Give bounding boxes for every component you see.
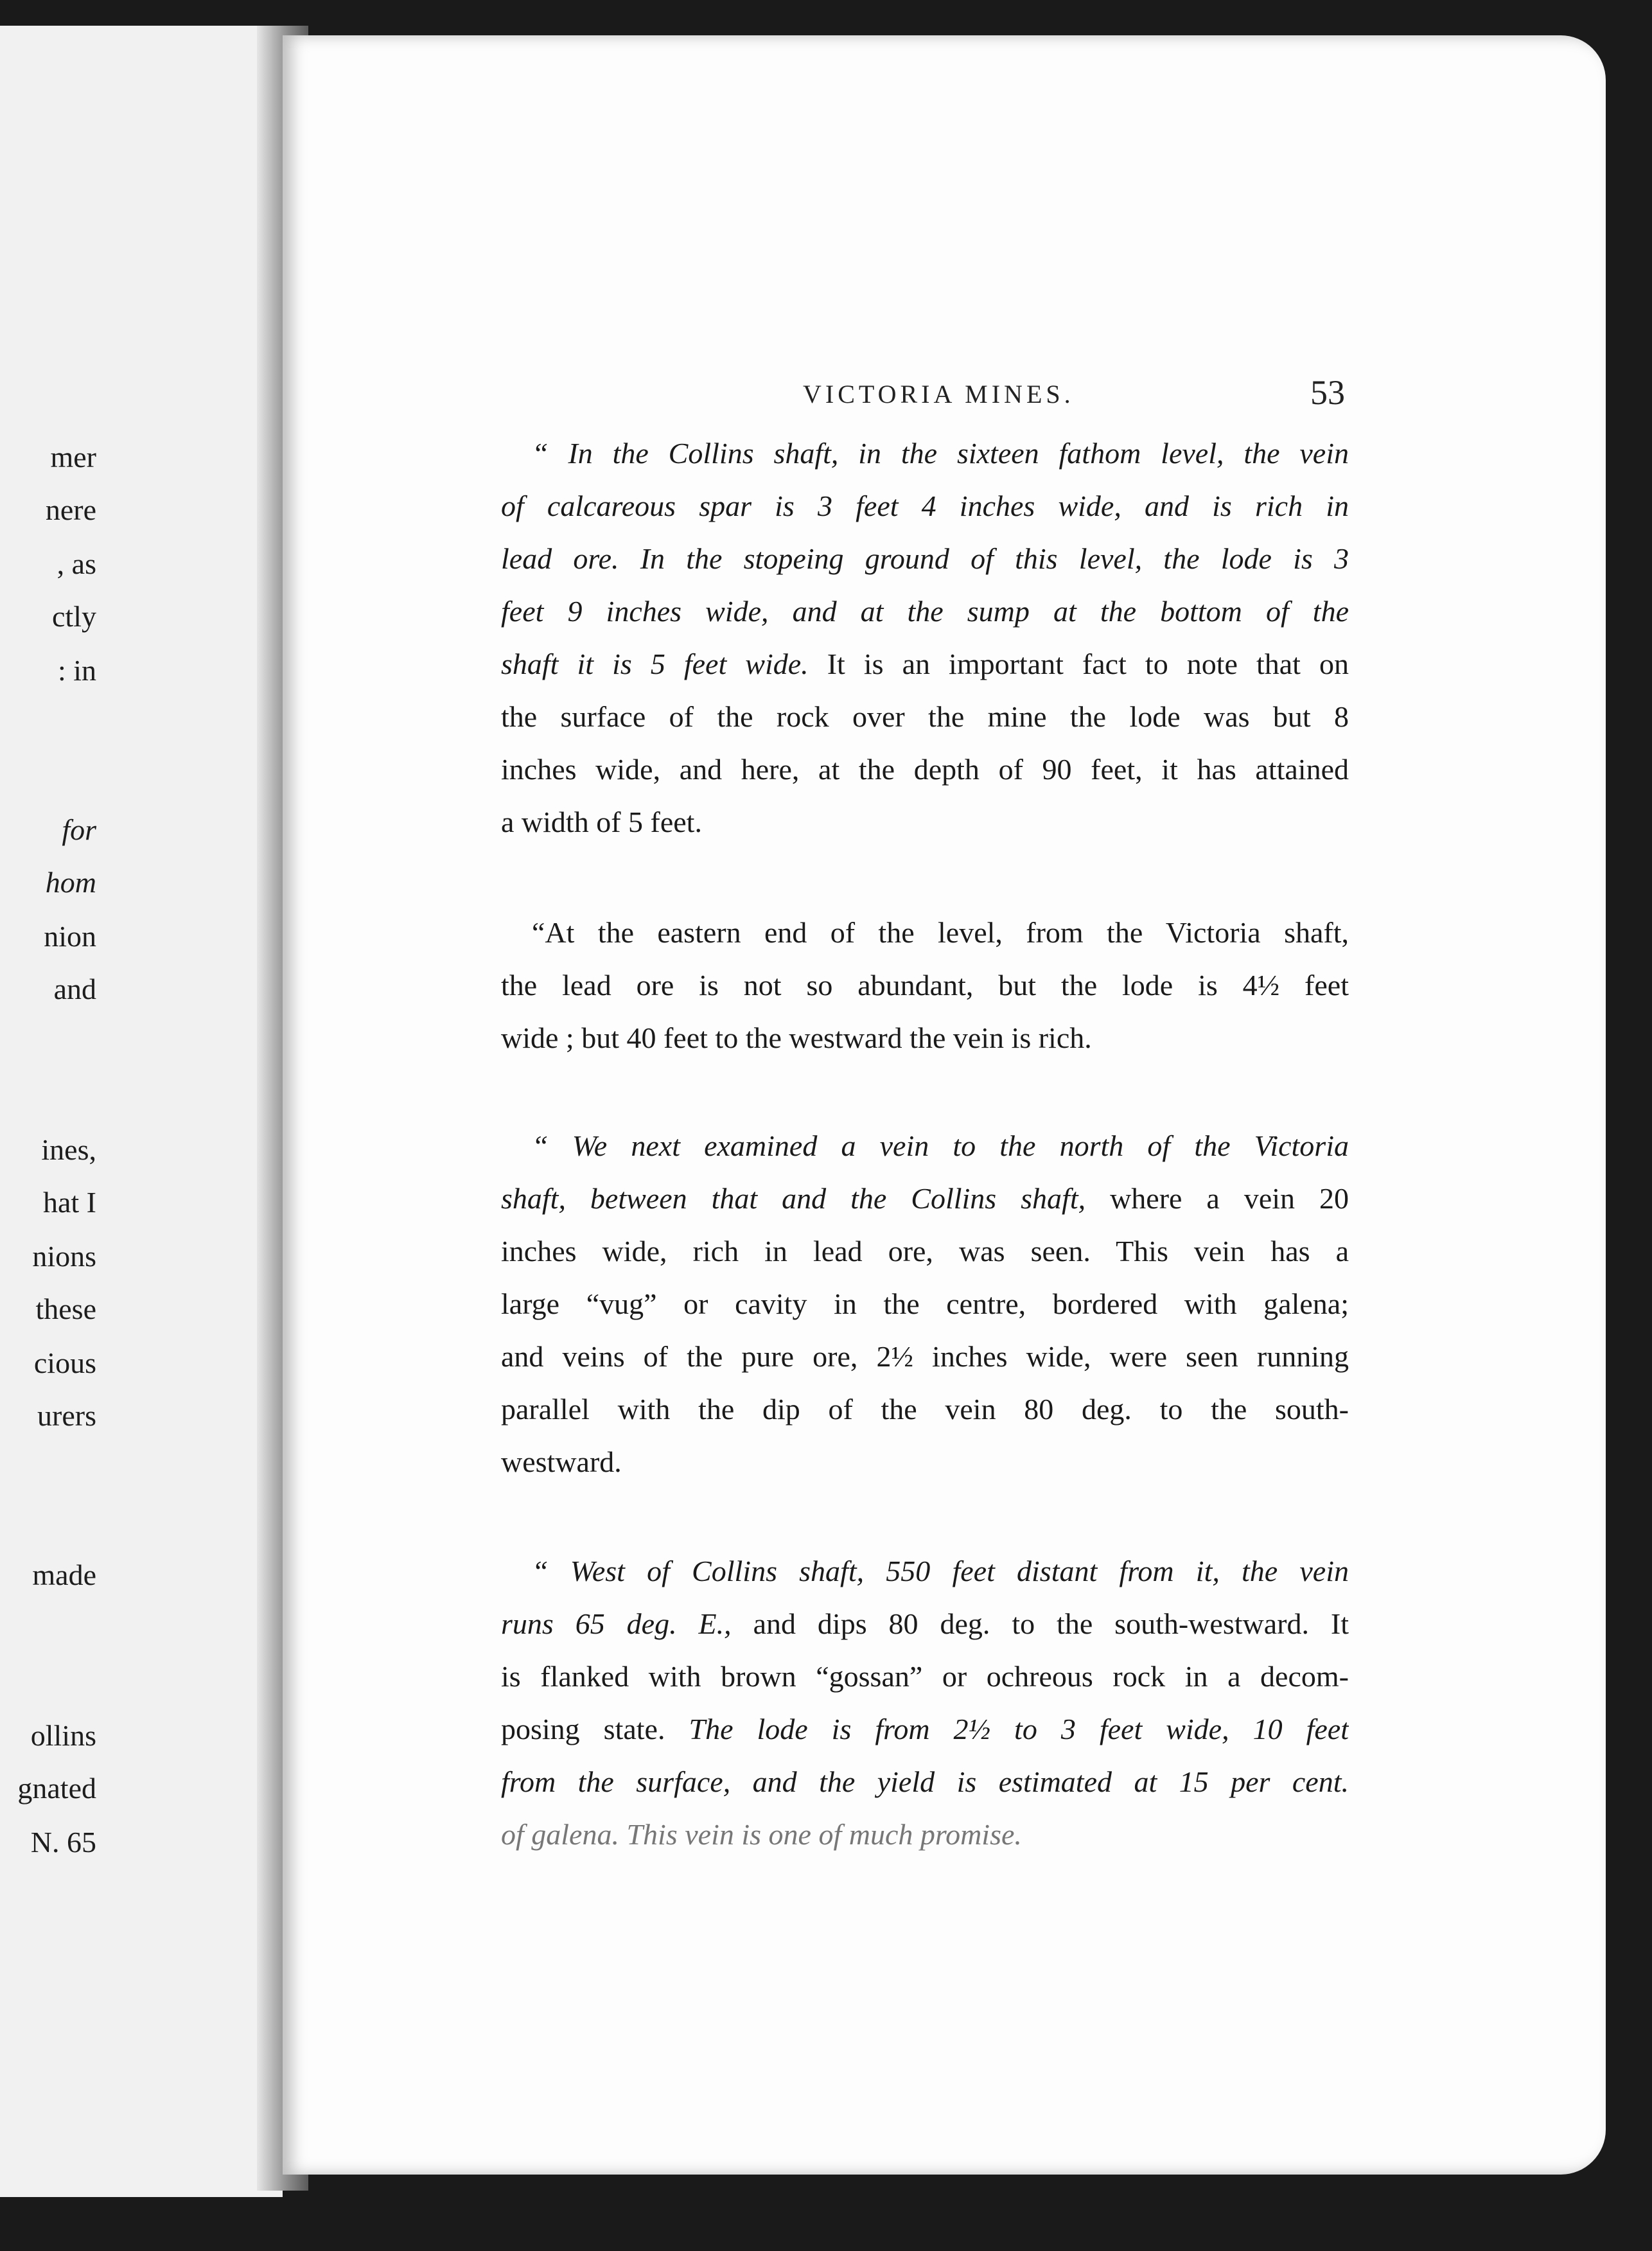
text-line [501,906,1349,959]
facing-page-fragment: mer [50,441,96,473]
italic-quote-text: of calcareous spar is 3 feet 4 inches wide, and is rich in [501,490,1349,522]
facing-page-fragment: : in [57,654,96,687]
italic-quote-text: of galena. This vein is one of much promise. [501,1818,1022,1851]
text-line [501,1120,1349,1172]
facing-page-fragment: , as [57,547,96,580]
text-line [501,585,1349,638]
roman-text: wide ; but 40 feet to the westward the vein is rich. [501,1021,1092,1054]
facing-page-fragment: N. 65 [30,1826,96,1858]
roman-text: and veins of the pure ore, 2½ inches wide, were seen running [501,1340,1349,1373]
facing-page-fragment: made [32,1558,96,1591]
paragraph [501,1545,1349,1861]
roman-text: inches wide, and here, at the depth of 90 feet, it has attained [501,753,1349,786]
facing-page-fragment: ollins [30,1719,96,1752]
text-line [501,1172,1349,1225]
text-line [501,1545,1349,1598]
facing-page-fragment: and [53,973,96,1005]
roman-text: and dips 80 deg. to the south-westward. It [731,1607,1349,1640]
text-line [501,1278,1349,1330]
italic-quote-text: runs 65 deg. E., [501,1607,732,1640]
roman-text: where a vein 20 [1085,1182,1349,1215]
facing-page-fragment: hat I [42,1186,96,1219]
page-number: 53 [1310,373,1345,412]
facing-page-fragment: ines, [41,1133,96,1166]
text-line [501,480,1349,533]
roman-text: is flanked with brown “gossan” or ochreous rock in a decom- [501,1660,1349,1693]
text-line [501,1330,1349,1383]
italic-quote-text: “ In the Collins shaft, in the sixteen fathom level, the vein [532,437,1349,470]
text-line [501,1436,1349,1488]
paragraph [501,427,1349,849]
text-line [501,533,1349,585]
facing-page-fragment: these [35,1293,96,1325]
text-line [501,691,1349,743]
roman-text: inches wide, rich in lead ore, was seen. This vein has a [501,1235,1349,1267]
facing-page-fragment: hom [45,866,96,899]
roman-text: parallel with the dip of the vein 80 deg. to the south- [501,1393,1349,1426]
text-line [501,1225,1349,1278]
text-line [501,1808,1349,1861]
facing-page-fragment: nion [44,920,96,953]
paragraph [501,906,1349,1064]
italic-quote-text: from the surface, and the yield is estimated at 15 per cent. [501,1765,1349,1798]
text-line [501,1598,1349,1650]
facing-page-fragment: gnated [17,1772,96,1805]
facing-page-fragment: nions [32,1240,96,1273]
roman-text: westward. [501,1445,622,1478]
roman-text: It is an important fact to note that on [808,648,1349,680]
facing-page-fragment: for [62,813,96,846]
italic-quote-text: feet 9 inches wide, and at the sump at the bottom of the [501,595,1349,628]
running-head: VICTORIA MINES. [803,380,1075,409]
roman-text: “At the eastern end of the level, from the Victoria shaft, [532,916,1349,949]
text-line [501,743,1349,796]
italic-quote-text: shaft it is 5 feet wide. [501,648,809,680]
roman-text: the lead ore is not so abundant, but the lode is 4½ feet [501,969,1349,1002]
text-line [501,959,1349,1012]
text-line [501,638,1349,691]
italic-quote-text: “ We next examined a vein to the north of the Victoria [532,1129,1349,1162]
text-line [501,1650,1349,1703]
text-line [501,796,1349,849]
text-line [501,1383,1349,1436]
roman-text: the surface of the rock over the mine the lode was but 8 [501,700,1349,733]
italic-quote-text: lead ore. In the stopeing ground of this level, the lode is 3 [501,542,1349,575]
facing-page [0,26,283,2197]
facing-page-fragment: nere [45,493,96,526]
text-line [501,1756,1349,1808]
text-line [501,1012,1349,1064]
facing-page-fragment: cious [33,1346,96,1379]
paragraph [501,1120,1349,1488]
roman-text: large “vug” or cavity in the centre, bordered with galena; [501,1287,1349,1320]
italic-quote-text: “ West of Collins shaft, 550 feet distant from it, the vein [532,1555,1349,1587]
italic-quote-text: The lode is from 2½ to 3 feet wide, 10 feet [665,1713,1349,1745]
roman-text: posing state. [501,1713,665,1745]
text-line [501,427,1349,480]
italic-quote-text: shaft, between that and the Collins shaft, [501,1182,1086,1215]
text-line [501,1703,1349,1756]
roman-text: a width of 5 feet. [501,806,702,838]
facing-page-fragment: ctly [52,600,96,633]
facing-page-fragment: urers [37,1399,96,1432]
